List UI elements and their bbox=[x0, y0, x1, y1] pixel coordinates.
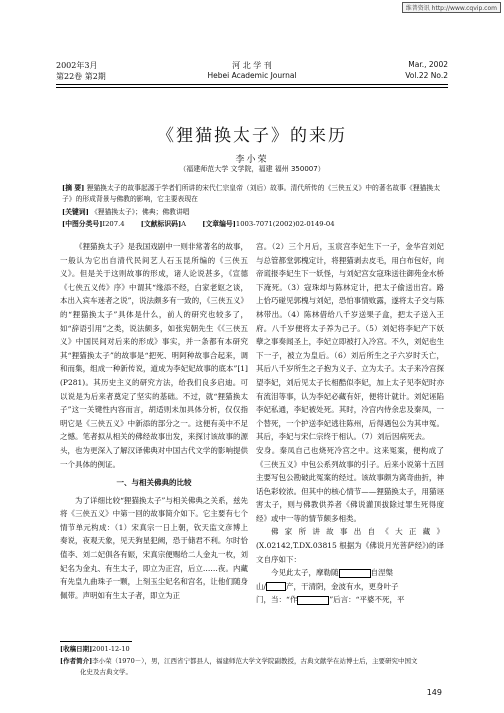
quote-text: 产，干清阴，金波有水，更身叶子 bbox=[286, 581, 399, 591]
article-number-value: 1003-7071(2002)02-0149-04 bbox=[235, 220, 335, 228]
issue-date-en: Mar., 2002 bbox=[408, 60, 448, 69]
section-heading: 一、与相关佛典的比较 bbox=[116, 478, 192, 488]
page-number: 149 bbox=[426, 688, 442, 697]
journal-name-en: Hebei Academic Journal bbox=[207, 71, 297, 80]
journal-name: 河 北 学 刊 bbox=[232, 61, 272, 70]
abstract-text: 狸猫换太子的故事起源于学者们所讲的宋代仁宗皇帝（刘后）故事。清代所传的《三侠五义》中的著名故事《狸猫换太子》的形成背景与佛教的影响，它主要表现在 bbox=[62, 184, 441, 203]
body-column-left bbox=[60, 240, 248, 602]
header-rule bbox=[56, 84, 448, 88]
footnote-author bbox=[60, 656, 444, 666]
author-bio-label: [作者简介] bbox=[60, 657, 93, 665]
volume-issue-en: Vol.22 No.2 bbox=[405, 71, 448, 80]
clc-value: I207.4 bbox=[102, 220, 125, 228]
issue-date: 2002年3月 bbox=[56, 61, 98, 70]
article-title: 《狸猫换太子》的来历 bbox=[157, 126, 347, 146]
paragraph: 为了详细比较“狸猫换太子”与相关佛典之关系，兹先将《三侠五义》中第一回的故事简介如下。它主要有七个情节单元构成：（1）宋真宗一日上朝，钦天监文彦博上奏说，夜观天象，见天狗星犯阙，恐于储君不利。尔时恰值李、刘二妃俱各有娠，宋真宗便赐给二人金丸一枚，刘妃名为金丸、有生太子，即立为正宫，后立……夜。内藏有先皇九曲珠子一颗，上刻玉尘妃名和宫名，让他们随身佩带。声明如有生太子者，即立为正 bbox=[60, 495, 248, 600]
clc-label: [中图分类号] bbox=[62, 220, 103, 228]
paragraph: 《狸猫换太子》是我国戏剧中一则非常著名的故事，一般认为它出自清代民间艺人石玉昆所编的《三侠五义》。但是关于这则故事的形成，诸人论说甚多，《宣德《七侠五义传》序》中谓其“缘添不经，白家老妪之谈，本出入宾车迷者之说”，说法颇多有一致的，《三侠五义》的“狸猫换太子”具体是什么，前人的研究也较多了，如“辞语引用”之类，说法颇多，如张宪朝先生《《三侠五义》中国民间对后来的形成》事实，并一条都有本研究其“狸猫换太子”的故事是“把死、明阿种故事合起来，调和而集，组成一种新传说，道成为李妃妃故事的底本”[1](P281)。其历史主义的研究方法，给我们良多启迪。可以说是为后来者奠定了坚实的基础。不过，就“狸猫换太子”这一关键性内容而言，胡适则未加具体分析，仅仅指明它是《三侠五义》中新添的部分之一。这便有美中不足之憾。笔者拟从相关的佛经故事出发，来探讨该故事的源头，也为更深入了解汉译佛典对中国古代文学的影响提供一个具体的例证。 bbox=[60, 242, 248, 469]
doc-code-label: [文献标识码] bbox=[140, 220, 182, 228]
article-number-label: [文章编号] bbox=[202, 220, 236, 228]
watermark-stamp: 维普资讯 http://www.cqvip.com bbox=[402, 2, 501, 13]
missing-glyph-box bbox=[339, 569, 371, 578]
doc-code-value: A bbox=[181, 220, 187, 228]
body-column-right bbox=[256, 240, 444, 607]
quote-text: 今见此太子，摩勒随 bbox=[271, 568, 339, 578]
footnote-rule bbox=[60, 641, 132, 642]
quoted-passage-line bbox=[256, 566, 444, 580]
keywords-text: 《狸猫换太子》；佛典；佛教讲唱 bbox=[91, 208, 190, 216]
quote-text: 自涅槃 bbox=[370, 568, 393, 578]
keywords-label: [关键词] bbox=[62, 208, 89, 216]
keywords bbox=[62, 207, 444, 218]
quote-text: ”后言：“平婆不死，平 bbox=[329, 595, 405, 605]
abstract bbox=[62, 183, 444, 205]
paragraph: 宫。（2）三个月后，玉宸宫李妃生下一子，金华宫刘妃与总管都堂郭槐定计，将狸猫剥去皮毛，用白布包好，向帝谎报李妃生下一妖怪，与刘妃宫女寇珠送往御苑金水桥下淹死。（3）寇珠却与陈林定计，把太子偷送出宫。路上恰巧碰见郭槐与刘妃，恐怕事情败露，遂将太子交与陈林带出。（4）陈林借给八千岁送果子盒，把太子送入王府。八千岁便将太子养为己子。（5）刘妃将李妃产下妖孽之事奏闻圣上，李妃立即被打入冷宫。不久，刘妃也生下一子，被立为皇后。（6）刘后所生之子六岁时夭亡，其后八千岁所生之子抱为义子、立为太子。太子来冷宫探望李妃，刘后见太子长相酷似李妃，加上太子见李妃时亦有流泪等事，认为李妃必藏有奸，便将计就计。刘妃诬陷李妃私通，李妃被处死。其时，冷宫内侍余忠及秦凤，一个替死，一个护送李妃逃往陈州，后得遇包公为其申冤。其后，李妃与宋仁宗终于相认。（7）刘后因病死去。 bbox=[256, 242, 444, 442]
paragraph: 安身。秦凤自己也烧死冷宫之中。这来冤案，便构成了《三侠五义》中包公系列故事的引子。后来小说第十五回主要写包公勘破此冤案的经过。该故事颇为离奇曲折，神话色彩较浓。但其中的核心情节——狸猫换太子，用猫诬害太子，则与佛教供养者《佛说灌顶拔除过罪生死得度经》或中一等的情节颇多相类。 bbox=[256, 445, 444, 523]
quoted-passage-line bbox=[256, 593, 444, 607]
paragraph: 佛家所讲故事出自《大正藏》(X.02142,T.DX.03815 根据为《佛说月光菩萨经》)的译文自序如下： bbox=[256, 527, 444, 564]
received-date: 2001-12-10 bbox=[92, 645, 130, 653]
author-name: 李小荣 bbox=[235, 155, 269, 165]
missing-glyph-box bbox=[297, 596, 329, 605]
quoted-passage-line bbox=[256, 580, 444, 594]
received-label: [收稿日期] bbox=[60, 645, 93, 653]
author-bio: 李小荣（1970－），男，江西省宁都县人，福建师范大学文学院副教授，古典文献学在站博士后，主要研究中国文 bbox=[92, 657, 418, 665]
abstract-label: [摘 要] bbox=[62, 184, 85, 192]
classification-line bbox=[62, 219, 444, 230]
volume-issue: 第22卷 第2期 bbox=[56, 72, 106, 81]
footnote-author-cont: 化史及古典文学。 bbox=[80, 668, 132, 676]
missing-glyph-box bbox=[266, 582, 286, 591]
footnote-received bbox=[60, 644, 444, 654]
quote-text: 门，当：“作 bbox=[256, 595, 298, 605]
author-affiliation: （福建师范大学 文学院，福建 福州 350007） bbox=[179, 165, 325, 173]
quote-text: 山/ bbox=[256, 581, 267, 591]
